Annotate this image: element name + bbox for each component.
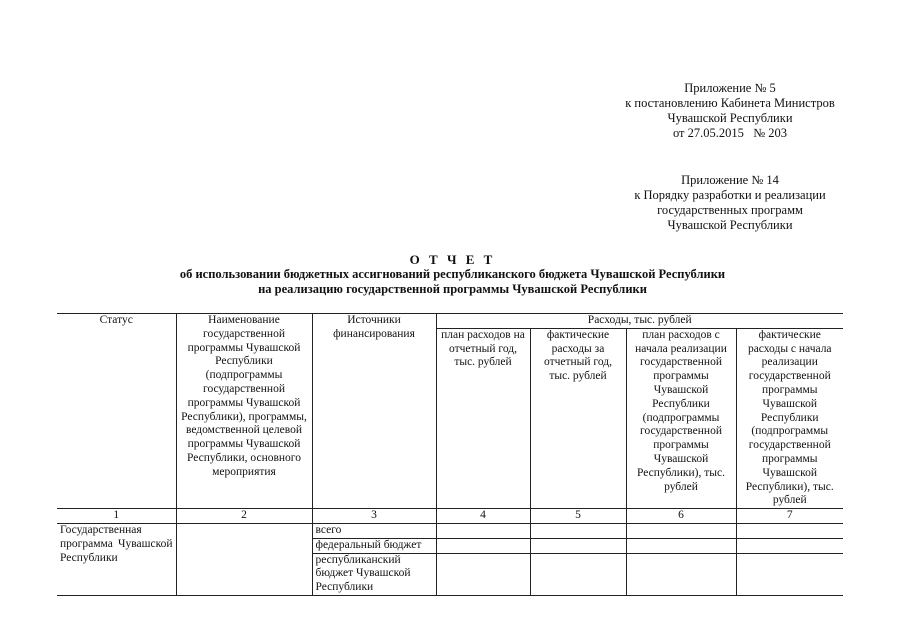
appendix-14-block [590,173,870,233]
value-cell [530,553,626,595]
status-cell: Государственная программа Чувашской Республики [57,523,176,595]
value-cell [436,553,530,595]
value-cell [626,553,736,595]
report-title-block [0,252,905,297]
appendix-5-number: Приложение № 5 [684,81,776,95]
column-number: 2 [176,509,312,524]
column-number: 1 [57,509,176,524]
table-row [57,523,843,538]
header-plan-total: план расходов с начала реализации государственной программы Чувашской Республики (подпрограммы государственной программы Чувашской Республики), тыс. рублей [626,328,736,508]
source-republican-cell: республиканский бюджет Чувашской Республики [312,553,436,595]
column-number: 4 [436,509,530,524]
appendix-14-number: Приложение № 14 [681,173,779,187]
program-name-cell [176,523,312,595]
value-cell [436,523,530,538]
value-cell [436,538,530,553]
report-subtitle-line1: об использовании бюджетных ассигнований республиканского бюджета Чувашской Республики [179,267,726,281]
value-cell [736,553,843,595]
value-cell [626,523,736,538]
appendix-5-date: от 27.05.2015 № 203 [672,126,788,140]
value-cell [626,538,736,553]
appendix-14-line2: к Порядку разработки и реализации [634,188,826,202]
source-federal-cell: федеральный бюджет [312,538,436,553]
source-total-cell: всего [312,523,436,538]
value-cell [530,523,626,538]
value-cell [736,538,843,553]
header-plan-year: план расходов на отчетный год, тыс. рублей [436,328,530,508]
column-number: 3 [312,509,436,524]
column-number: 6 [626,509,736,524]
header-status: Статус [57,314,176,509]
value-cell [530,538,626,553]
appendix-5-line3: Чувашской Республики [667,111,793,125]
header-expenses: Расходы, тыс. рублей [436,314,843,329]
value-cell [736,523,843,538]
header-program-name: Наименование государственной программы Чувашской Республики (подпрограммы государственной программы Чувашской Республики), программы, ведомственной целевой программы Чувашской Республики, основного мероприятия [176,314,312,509]
column-number: 7 [736,509,843,524]
report-subtitle-line2: на реализацию государственной программы Чувашской Республики [258,282,647,296]
header-fact-total: фактические расходы с начала реализации государственной программы Чувашской Республики (подпрограммы государственной программы Чувашской Республики), тыс. рублей [736,328,843,508]
appendix-5-line2: к постановлению Кабинета Министров [625,96,835,110]
appendix-5-block [590,81,870,141]
report-table [57,313,843,596]
column-number: 5 [530,509,626,524]
column-numbers-row [57,509,843,524]
header-fact-year: фактические расходы за отчетный год, тыс. рублей [530,328,626,508]
appendix-14-line3: государственных программ [657,203,803,217]
report-title: О Т Ч Е Т [409,252,496,267]
appendix-14-line4: Чувашской Республики [667,218,793,232]
header-financing-sources: Источники финансирования [312,314,436,509]
